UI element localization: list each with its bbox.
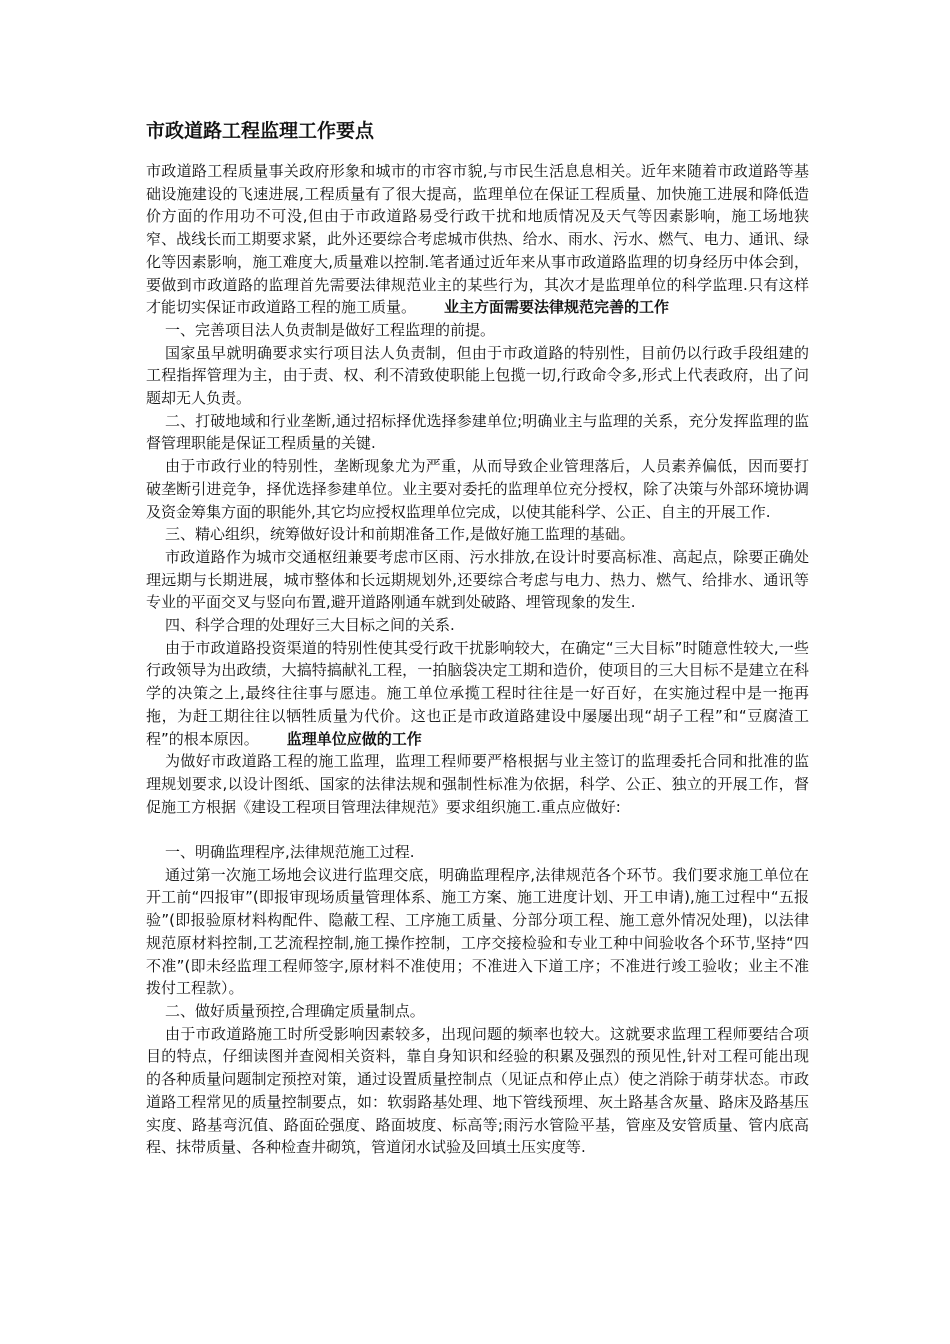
section-heading-owner: 业主方面需要法律规范完善的工作 bbox=[444, 298, 670, 317]
owner-item-3: 三、精心组织，统筹做好设计和前期准备工作,是做好施工监理的基础。 bbox=[165, 525, 635, 544]
owner-paragraph-3: 市政道路作为城市交通枢纽兼要考虑市区雨、污水排放,在设计时要高标准、高起点，除要正确处理远期与长期进展，城市整体和长远期规划外,还要综合考虑与电力、热力、燃气、给排水、通讯等专业的平面交叉与竖向布置,避开道路刚通车就到处破路、埋管现象的发生. bbox=[146, 547, 809, 612]
intro-paragraph bbox=[146, 160, 809, 319]
document-title: 市政道路工程监理工作要点 bbox=[146, 120, 375, 142]
owner-paragraph-2: 由于市政行业的特别性，垄断现象尤为严重，从而导致企业管理落后，人员素养偏低，因而要打破垄断引进竞争，择优选择参建单位。业主要对委托的监理单位充分授权，除了决策与外部环境协调及资金筹集方面的职能外,其它均应授权监理单位完成，以使其能科学、公正、自主的开展工作. bbox=[146, 457, 809, 521]
supervisor-paragraph-2: 由于市政道路施工时所受影响因素较多，出现问题的频率也较大。这就要求监理工程师要结合项目的特点，仔细读图并查阅相关资料，靠自身知识和经验的积累及强烈的预见性,针对工程可能出现的各种质量问题制定预控对策，通过设置质量控制点（见证点和停止点）使之消除于萌芽状态。市政道路工程常见的质量控制要点，如：软弱路基处理、地下管线预埋、灰土路基含灰量、路床及路基压实度、路基弯沉值、路面砼强度、路面坡度、标高等;雨污水管险平基，管座及安管质量、管内底高程、抹带质量、各种检查井砌筑，管道闭水试验及回填土压实度等. bbox=[146, 1024, 809, 1157]
owner-item-2: 二、打破地域和行业垄断,通过招标择优选择参建单位;明确业主与监理的关系，充分发挥监理的监督管理职能是保证工程质量的关键. bbox=[146, 411, 809, 453]
owner-paragraph-1: 国家虽早就明确要求实行项目法人负责制，但由于市政道路的特别性，目前仍以行政手段组建的工程指挥管理为主，由于责、权、利不清致使职能上包揽一切,行政命令多,形式上代表政府，出了问题却无人负责。 bbox=[146, 343, 809, 408]
owner-item-4: 四、科学合理的处理好三大目标之间的关系. bbox=[165, 616, 455, 635]
supervisor-item-2: 二、做好质量预控,合理确定质量制点。 bbox=[165, 1002, 425, 1020]
blank-line bbox=[146, 818, 809, 841]
section-heading-supervisor: 监理单位应做的工作 bbox=[286, 729, 422, 748]
supervisor-paragraph-1: 通过第一次施工场地会议进行监理交底，明确监理程序,法律规范各个环节。我们要求施工单位在开工前“四报审”(即报审现场质量管理体系、施工方案、施工进度计划、开工申请),施工过程中“五报验”(即报验原材料构配件、隐蔽工程、工序施工质量、分部分项工程、施工意外情况处理)，以法律规范原材料控制,工艺流程控制,施工操作控制，工序交接检验和专业工种中间验收各个环节,坚持“四不准”(即未经监理工程师签字,原材料不准使用；不准进入下道工序；不准进行竣工验收；业主不准拨付工程款）。 bbox=[146, 865, 809, 998]
supervisor-paragraph-intro: 为做好市政道路工程的施工监理，监理工程师要严格根据与业主签订的监理委托合同和批准的监理规划要求,以设计图纸、国家的法律法规和强制性标准为依据，科学、公正、独立的开展工作，督促施工方根据《建设工程项目管理法律规范》要求组织施工.重点应做好: bbox=[146, 752, 809, 816]
intro-text: 市政道路工程质量事关政府形象和城市的市容市貌,与市民生活息息相关。近年来随着市政道路等基础设施建设的飞速进展,工程质量有了很大提高，监理单位在保证工程质量、加快施工进展和降低造价方面的作用功不可没,但由于市政道路易受行政干扰和地质情况及天气等因素影响，施工场地狭窄、战线长而工期要求紧，此外还要综合考虑城市供热、给水、雨水、污水、燃气、电力、通讯、绿化等因素影响，施工难度大,质量难以控制.笔者通过近年来从事市政道路监理的切身经历中体会到，要做到市政道路的监理首先需要法律规范业主的某些行为，其次才是监理单位的科学监理.只有这样才能切实保证市政道路工程的施工质量。 bbox=[146, 162, 809, 317]
document-body bbox=[146, 160, 809, 1159]
owner-paragraph-4-text: 由于市政道路投资渠道的特别性使其受行政干扰影响较大，在确定“三大目标”时随意性较大,一些行政领导为出政绩，大搞特搞献礼工程，一拍脑袋决定工期和造价，使项目的三大目标不是建立在科学的决策之上,最终往往事与愿违。施工单位承揽工程时往往是一好百好，在实施过程中是一拖再拖，为赶工期往往以牺牲质量为代价。这也正是市政道路建设中屡屡出现“胡子工程”和“豆腐渣工程”的根本原因。 bbox=[146, 638, 809, 748]
supervisor-item-1: 一、明确监理程序,法律规范施工过程. bbox=[165, 843, 415, 862]
owner-paragraph-4 bbox=[146, 637, 809, 751]
owner-item-1: 一、完善项目法人负责制是做好工程监理的前提。 bbox=[165, 320, 496, 339]
